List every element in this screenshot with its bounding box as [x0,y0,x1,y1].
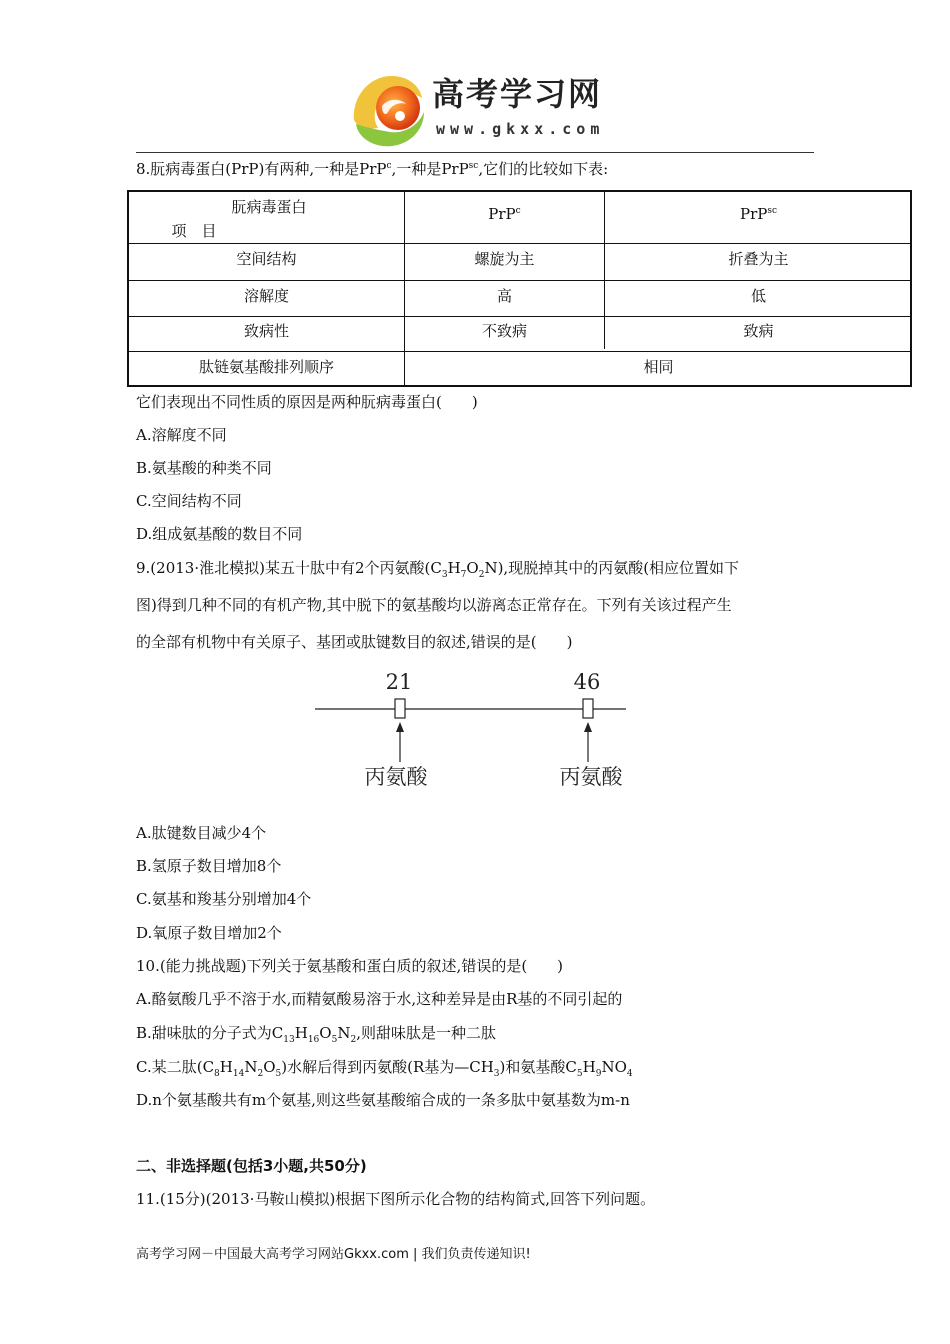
q8-option-c: C.空间结构不同 [136,492,242,510]
table-cell: 相同 [643,358,674,376]
table-row-divider [129,316,910,317]
q8-option-b: B.氨基酸的种类不同 [136,459,272,477]
alanine-label: 丙氨酸 [559,765,623,789]
table-row-item: 溶解度 [243,287,289,305]
page-footer: 高考学习网－中国最大高考学习网站Gkxx.com | 我们负责传递知识! [136,1247,531,1262]
q11-stem: 11.(15分)(2013·马鞍山模拟)根据下图所示化合物的结构简式,回答下列问题。 [136,1190,656,1208]
alanine-position-box [583,699,593,718]
table-cell: 折叠为主 [728,250,789,268]
q9-option-b: B.氢原子数目增加8个 [136,857,282,875]
q9-option-d: D.氧原子数目增加2个 [136,924,282,942]
table-corner-bottom: 项 目 [171,222,217,240]
table-row-item: 空间结构 [236,250,297,268]
logo-title: 高考学习网 [432,75,603,113]
table-row-item: 致病性 [243,322,289,340]
alanine-label: 丙氨酸 [364,765,428,789]
table-cell: 螺旋为主 [474,250,535,268]
table-row-item: 肽链氨基酸排列顺序 [198,358,334,376]
q9-option-c: C.氨基和羧基分别增加4个 [136,890,312,908]
q10-option-c: C.某二肽$(C_8H_{14}N_2O_5)$水解后得到丙氨酸(R基为$—CH_3$)和氨基酸$C_5H_9NO_4$ [136,1058,633,1079]
position-number: 21 [385,670,413,694]
q10-option-d: D.n个氨基酸共有m个氨基,则这些氨基酸缩合成的一条多肽中氨基数为m-n [136,1091,630,1109]
q10-option-b: B.甜味肽的分子式为$C_{13}H_{16}O_5N_2$,则甜味肽是一种二肽 [136,1024,496,1045]
alanine-position-box [395,699,405,718]
table-cell: 不致病 [481,322,527,340]
arrow-head-icon [584,722,592,732]
table-header-prpsc: PrP$^{sc}$ [739,205,778,223]
table-row-divider [129,243,910,244]
q8-question: 它们表现出不同性质的原因是两种朊病毒蛋白( ) [136,393,478,411]
arrow-head-icon [396,722,404,732]
table-cell: 低 [750,287,766,305]
table-row-divider [129,280,910,281]
q8-option-d: D.组成氨基酸的数目不同 [136,525,303,543]
position-number: 46 [573,670,601,694]
q9-option-a: A.肽键数目减少4个 [136,824,267,842]
table-cell: 高 [496,287,512,305]
table-header-prpc: PrP$^c$ [488,205,521,223]
q10-stem: 10.(能力挑战题)下列关于氨基酸和蛋白质的叙述,错误的是( ) [136,957,564,975]
comparison-table [127,190,912,387]
peptide-diagram [300,664,640,794]
table-cell: 致病 [743,322,774,340]
q10-option-a: A.酪氨酸几乎不溶于水,而精氨酸易溶于水,这种差异是由R基的不同引起的 [136,990,623,1008]
q9-stem-line3: 的全部有机物中有关原子、基团或肽键数目的叙述,错误的是( ) [136,633,573,651]
logo-url: www.gkxx.com [436,120,605,138]
q8-stem: 8.朊病毒蛋白(PrP)有两种,一种是PrP$^c$,一种是PrP$^{sc}$,它们的比较如下表: [136,160,609,178]
logo-icon [348,68,430,150]
table-corner-top: 朊病毒蛋白 [231,198,307,216]
q9-stem-line2: 图)得到几种不同的有机产物,其中脱下的氨基酸均以游离态正常存在。下列有关该过程产生 [136,596,732,614]
q8-option-a: A.溶解度不同 [136,426,227,444]
section-title: 二、非选择题(包括3小题,共50分) [136,1157,367,1175]
table-row-divider [129,351,910,352]
header-divider [136,152,814,153]
q9-stem-line1: 9.(2013·淮北模拟)某五十肽中有2个丙氨酸$(C_3H_7O_2N)$,现脱掉其中的丙氨酸(相应位置如下 [136,559,740,580]
